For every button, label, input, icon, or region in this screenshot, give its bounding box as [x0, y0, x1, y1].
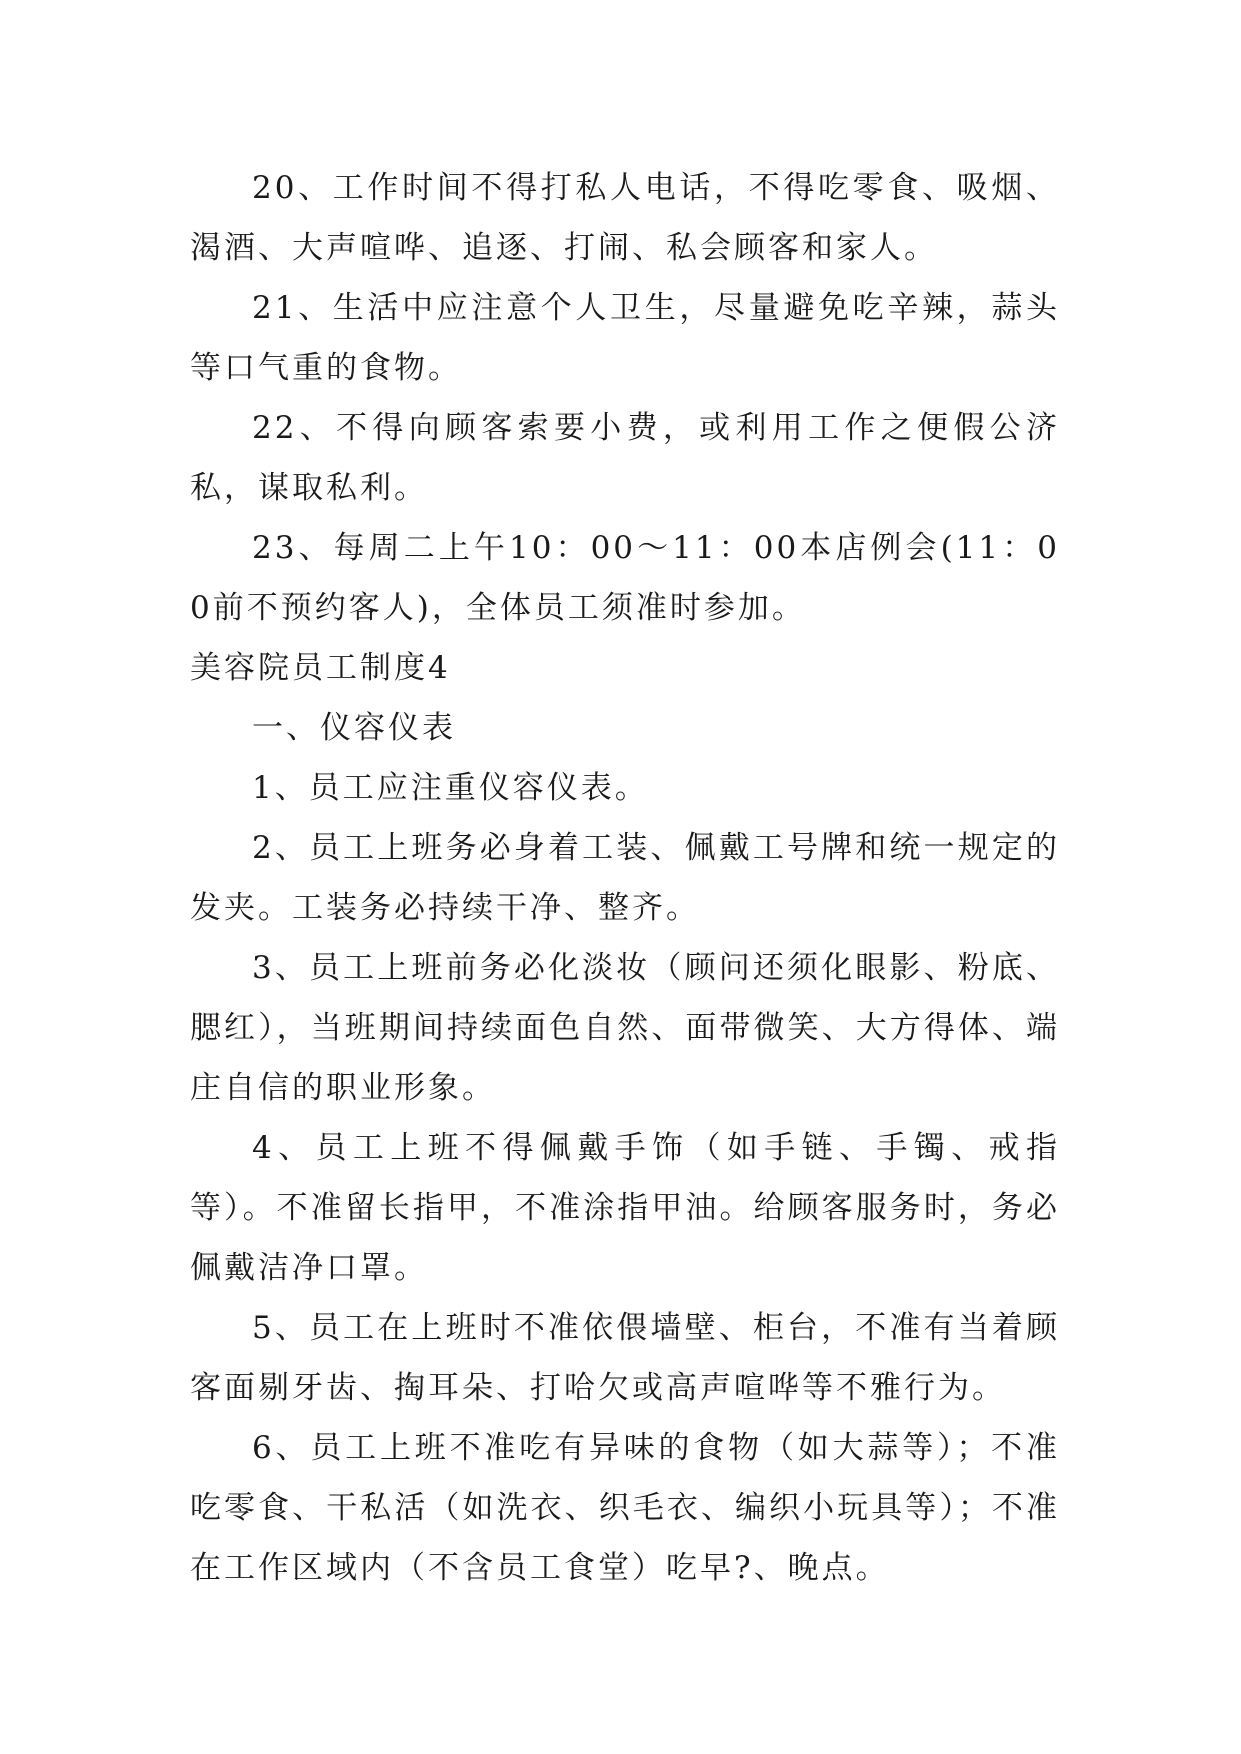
item-6-paragraph: 6、员工上班不准吃有异味的食物（如大蒜等）；不准吃零食、干私活（如洗衣、织毛衣、编织小玩具等）；不准在工作区域内（不含员工食堂）吃早?、晚点。 [190, 1430, 1060, 1586]
item-4-paragraph: 4、员工上班不得佩戴手饰（如手链、手镯、戒指等）。不准留长指甲，不准涂指甲油。给顾客服务时，务必佩戴洁净口罩。 [190, 1130, 1060, 1286]
item-1-paragraph: 1、员工应注重仪容仪表。 [252, 770, 649, 806]
subsection-heading: 一、仪容仪表 [252, 710, 456, 746]
rule-20-paragraph: 20、工作时间不得打私人电话，不得吃零食、吸烟、渴酒、大声喧哗、追逐、打闹、私会顾客和家人。 [190, 170, 1060, 266]
item-2-paragraph: 2、员工上班务必身着工装、佩戴工号牌和统一规定的发夹。工装务必持续干净、整齐。 [190, 830, 1060, 926]
rule-21-paragraph: 21、生活中应注意个人卫生，尽量避免吃辛辣，蒜头等口气重的食物。 [190, 290, 1060, 386]
item-3-paragraph: 3、员工上班前务必化淡妆（顾问还须化眼影、粉底、腮红），当班期间持续面色自然、面带微笑、大方得体、端庄自信的职业形象。 [190, 950, 1060, 1106]
document-body [190, 158, 1060, 1598]
rule-22-paragraph: 22、不得向顾客索要小费，或利用工作之便假公济私，谋取私利。 [190, 410, 1060, 506]
rule-23-paragraph: 23、每周二上午10：00～11：00本店例会(11：00前不预约客人)，全体员工须准时参加。 [190, 530, 1060, 626]
item-5-paragraph: 5、员工在上班时不准依偎墙壁、柜台，不准有当着顾客面剔牙齿、掏耳朵、打哈欠或高声喧哗等不雅行为。 [190, 1310, 1060, 1406]
section-title: 美容院员工制度4 [190, 650, 451, 686]
